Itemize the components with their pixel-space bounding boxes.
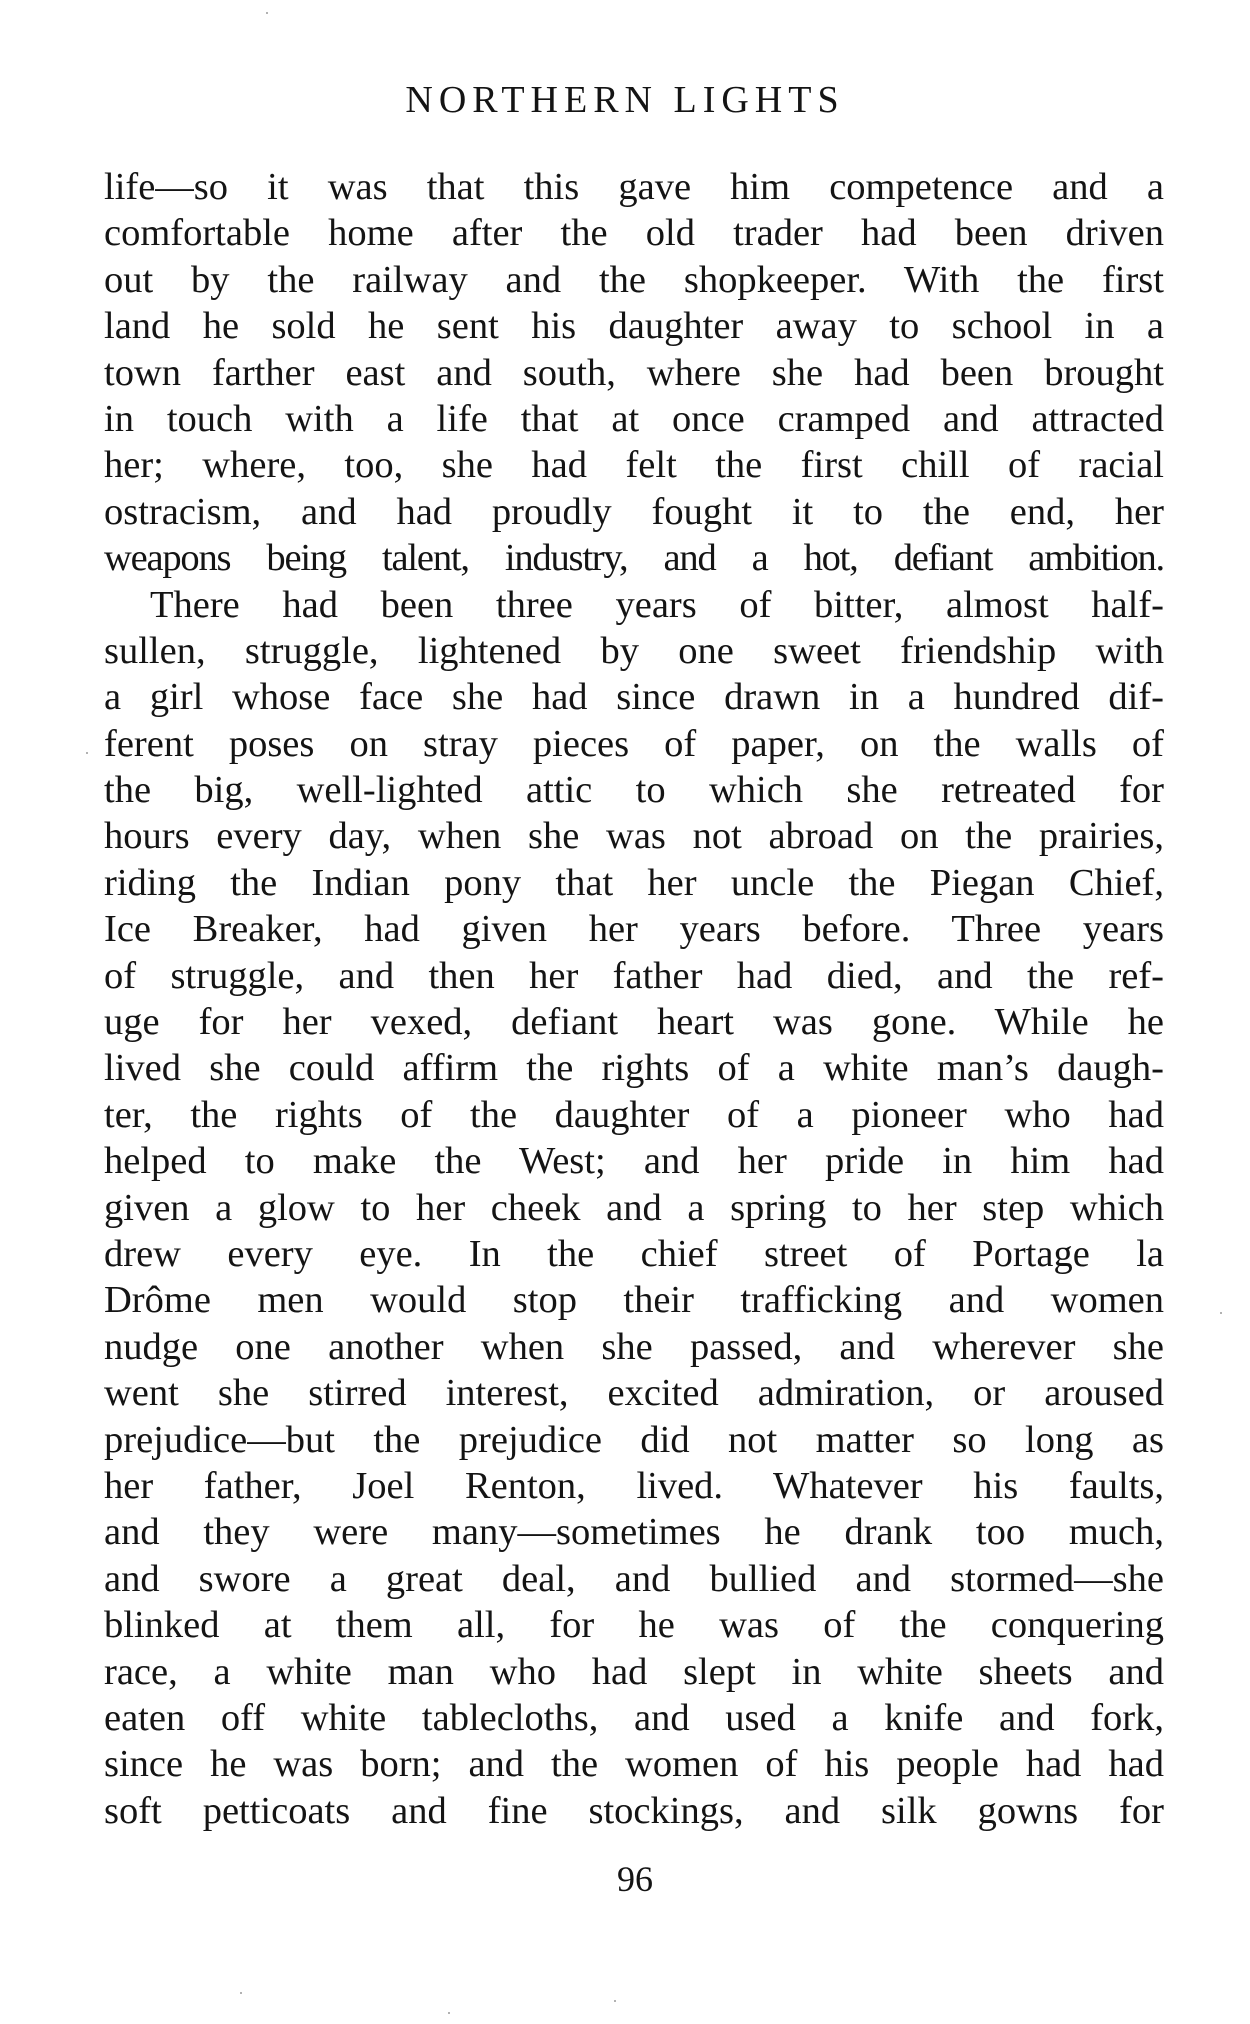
text-line: her; where, too, she had felt the first chill of racial (104, 444, 1164, 487)
text-line: her father, Joel Renton, lived. Whatever his faults, (104, 1464, 1164, 1507)
text-line: out by the railway and the shopkeeper. With the first (104, 258, 1164, 301)
running-head: NORTHERN LIGHTS (405, 79, 845, 121)
paragraph-first-line: There had been three years of bitter, almost half- (150, 583, 1164, 626)
text-line: riding the Indian pony that her uncle the Piegan Chief, (104, 861, 1164, 904)
text-line: the big, well-lighted attic to which she retreated for (104, 769, 1164, 812)
text-line: hours every day, when she was not abroad on the prairies, (104, 815, 1164, 858)
text-line: comfortable home after the old trader had been driven (104, 212, 1164, 255)
text-line: ostracism, and had proudly fought it to the end, her (104, 490, 1164, 533)
text-line: since he was born; and the women of his people had had (104, 1743, 1164, 1786)
body-text (104, 164, 1164, 1834)
text-line: ferent poses on stray pieces of paper, on the walls of (104, 722, 1164, 765)
text-line: town farther east and south, where she had been brought (104, 351, 1164, 394)
text-line: race, a white man who had slept in white sheets and (104, 1650, 1164, 1693)
text-line: prejudice—but the prejudice did not matter so long as (104, 1418, 1164, 1461)
text-line: ter, the rights of the daughter of a pioneer who had (104, 1093, 1164, 1136)
text-line: drew every eye. In the chief street of Portage la (104, 1232, 1164, 1275)
paper-speck (240, 1992, 242, 1994)
text-line: Ice Breaker, had given her years before. Three years (104, 908, 1164, 951)
paper-speck (1220, 1312, 1222, 1314)
text-line: sullen, struggle, lightened by one sweet friendship with (104, 629, 1164, 672)
text-line: weapons being talent, industry, and a hot, defiant ambition. (104, 537, 1164, 580)
paper-speck (614, 2000, 616, 2002)
text-line: a girl whose face she had since drawn in a hundred dif- (104, 676, 1164, 719)
text-line: uge for her vexed, defiant heart was gone. While he (104, 1001, 1164, 1044)
text-line: given a glow to her cheek and a spring to her step which (104, 1186, 1164, 1229)
text-line: Drôme men would stop their trafficking and women (104, 1279, 1164, 1322)
text-line: helped to make the West; and her pride in him had (104, 1140, 1164, 1183)
text-line: life—so it was that this gave him competence and a (104, 166, 1164, 208)
text-line: eaten off white tablecloths, and used a knife and fork, (104, 1696, 1164, 1739)
text-line: and swore a great deal, and bullied and stormed—she (104, 1557, 1164, 1600)
text-line: blinked at them all, for he was of the conquering (104, 1604, 1164, 1647)
text-line: soft petticoats and fine stockings, and silk gowns for (104, 1789, 1164, 1832)
paper-speck (86, 752, 88, 754)
text-line: land he sold he sent his daughter away to school in a (104, 305, 1164, 348)
text-line: went she stirred interest, excited admiration, or aroused (104, 1372, 1164, 1415)
text-line: of struggle, and then her father had died, and the ref- (104, 954, 1164, 997)
text-line: nudge one another when she passed, and wherever she (104, 1325, 1164, 1368)
text-line: in touch with a life that at once cramped and attracted (104, 397, 1164, 440)
paper-speck (266, 12, 268, 14)
paper-speck (448, 2012, 450, 2014)
page-number: 96 (617, 1859, 653, 1899)
text-line: lived she could affirm the rights of a white man’s daugh- (104, 1047, 1164, 1090)
text-line: and they were many—sometimes he drank too much, (104, 1511, 1164, 1554)
